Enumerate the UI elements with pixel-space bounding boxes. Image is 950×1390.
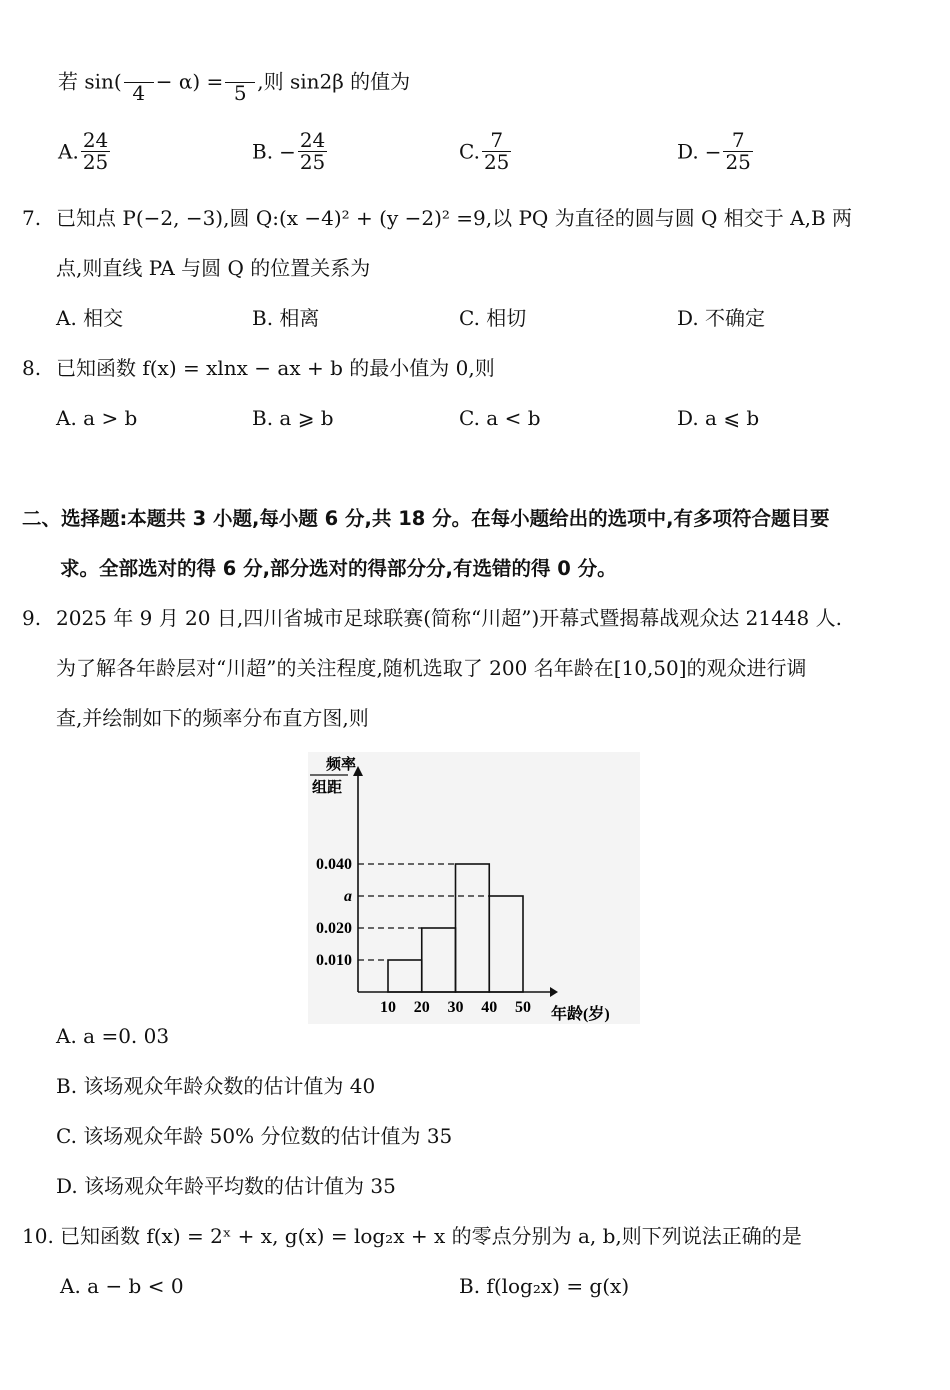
q8-option-c[interactable]: C. a < b <box>459 406 541 430</box>
q7-option-c[interactable]: C. 相切 <box>459 306 527 330</box>
q9-stem-line3: 查,并绘制如下的频率分布直方图,则 <box>56 706 369 730</box>
y-tick-label: 0.020 <box>316 920 352 937</box>
q9-option-c[interactable]: C. 该场观众年龄 50% 分位数的估计值为 35 <box>56 1124 453 1148</box>
q10-option-a[interactable]: A. a − b < 0 <box>60 1274 184 1298</box>
y-tick-label: a <box>344 888 352 905</box>
x-tick-label: 50 <box>515 999 531 1016</box>
q6-option-d[interactable]: D. − $\frac{7}{25}$ <box>677 128 751 174</box>
q6-option-b[interactable]: B. − $\frac{24}{25}$ <box>252 128 326 174</box>
q7-stem-line2: 点,则直线 PA 与圆 Q 的位置关系为 <box>56 256 371 280</box>
q6-option-c[interactable]: C. $\frac{7}{25}$ <box>459 128 510 174</box>
q6-fraction-pi-over-4: 4 <box>124 62 154 104</box>
q9-option-a[interactable]: A. a =0. 03 <box>56 1024 170 1048</box>
q9-stem-line1: 2025 年 9 月 20 日,四川省城市足球联赛(简称“川超”)开幕式暨揭幕战观众达 21448 人. <box>56 606 842 630</box>
y-tick-label: 0.010 <box>316 952 352 969</box>
x-tick-label: 10 <box>380 999 396 1016</box>
y-axis-label-bottom: 组距 <box>312 780 343 796</box>
section2-instructions-line1: 二、选择题:本题共 3 小题,每小题 6 分,共 18 分。在每小题给出的选项中,有多项符合题目要 <box>22 507 830 530</box>
q7-option-b[interactable]: B. 相离 <box>252 306 320 330</box>
x-tick-label: 30 <box>447 999 464 1016</box>
q8-option-a[interactable]: A. a > b <box>56 406 138 430</box>
q6-option-a[interactable]: A. $\frac{24}{25}$ <box>58 128 109 174</box>
y-tick-label: 0.040 <box>316 856 352 873</box>
q10-number: 10. <box>22 1224 54 1248</box>
q10-option-b[interactable]: B. f(log₂x) = g(x) <box>459 1274 630 1298</box>
q7-option-a[interactable]: A. 相交 <box>56 306 124 330</box>
q6-fraction-value: 5 <box>225 62 255 104</box>
q8-number: 8. <box>22 356 42 380</box>
x-tick-label: 40 <box>481 999 498 1016</box>
q9-number: 9. <box>22 606 42 630</box>
q7-stem-line1: 已知点 P(−2, −3),圆 Q:(x −4)² + (y −2)² =9,以 PQ 为直径的圆与圆 Q 相交于 A,B 两 <box>56 206 853 230</box>
q9-option-d[interactable]: D. 该场观众年龄平均数的估计值为 35 <box>56 1174 396 1198</box>
x-axis-label: 年龄(岁) <box>551 1006 610 1023</box>
x-tick-label: 20 <box>413 999 430 1016</box>
y-axis-label-top: 频率 <box>326 757 357 773</box>
section2-instructions-line2: 求。全部选对的得 6 分,部分选对的得部分分,有选错的得 0 分。 <box>60 557 617 580</box>
q9-stem-line2: 为了解各年龄层对“川超”的关注程度,随机选取了 200 名年龄在[10,50]的观众进行调 <box>56 656 807 680</box>
q8-stem: 已知函数 f(x) = xlnx − ax + b 的最小值为 0,则 <box>56 356 495 380</box>
q8-option-d[interactable]: D. a ⩽ b <box>677 406 760 430</box>
q8-option-b[interactable]: B. a ⩾ b <box>252 406 334 430</box>
q9-option-b[interactable]: B. 该场观众年龄众数的估计值为 40 <box>56 1074 376 1098</box>
frequency-histogram <box>308 752 648 1024</box>
q6-stem: 若 sin( 4 − α) = 5 ,则 sin2β 的值为 <box>58 62 410 104</box>
q7-number: 7. <box>22 206 42 230</box>
q10-stem: 已知函数 f(x) = 2ˣ + x, g(x) = log₂x + x 的零点分别为 a, b,则下列说法正确的是 <box>60 1224 802 1248</box>
q7-option-d[interactable]: D. 不确定 <box>677 306 766 330</box>
